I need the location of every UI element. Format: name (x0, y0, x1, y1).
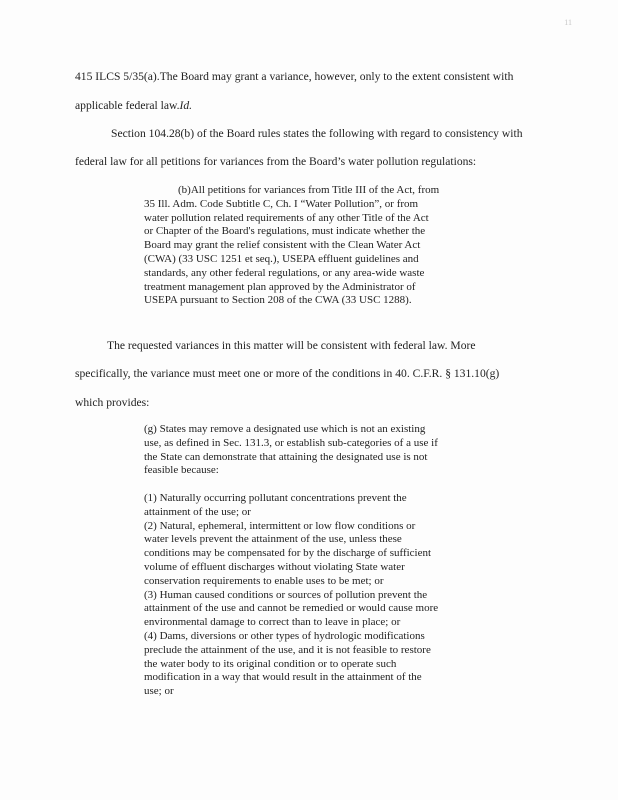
quote2-intro-line: the State can demonstrate that attaining the designated use is not (144, 450, 428, 463)
quote1-line: or Chapter of the Board's regulations, must indicate whether the (144, 225, 426, 238)
quote1-line: treatment management plan approved by the Administrator of (144, 280, 416, 293)
quote1-line: Board may grant the relief consistent with the Clean Water Act (144, 239, 421, 252)
quote2-list-line: modification in a way that would result in the attainment of the (144, 671, 422, 684)
page-corner-mark: 11 (564, 18, 572, 27)
quote-section-104-28b (144, 184, 439, 308)
quote2-intro-line: (g) States may remove a designated use which is not an existing (144, 423, 426, 435)
quote2-list-line: environmental damage to correct than to leave in place; or (144, 616, 401, 629)
para1-line1: 415 ILCS 5/35(a).The Board may grant a variance, however, only to the extent consistent with (75, 70, 514, 83)
quote2-list-line: (4) Dams, diversions or other types of hydrologic modifications (144, 629, 425, 642)
para1-line2 (75, 99, 192, 113)
quote1-line: USEPA pursuant to Section 208 of the CWA (33 USC 1288). (144, 294, 412, 307)
quote1-line: standards, any other federal regulations, or any area-wide waste (144, 266, 425, 279)
quote2-list-line: attainment of the use; or (144, 505, 251, 518)
para1-citation: Id. (179, 99, 193, 112)
quote2-list-line: (2) Natural, ephemeral, intermittent or low flow conditions or (144, 519, 416, 532)
quote2-intro-line: use, as defined in Sec. 131.3, or establish sub-categories of a use if (144, 436, 438, 449)
para2-line2: federal law for all petitions for variances from the Board’s water pollution regulations: (75, 155, 477, 168)
quote2-list-line: preclude the attainment of the use, and it is not feasible to restore (144, 643, 431, 656)
quote2-gap (144, 478, 438, 492)
quote1-line: (CWA) (33 USC 1251 et seq.), USEPA effluent guidelines and (144, 252, 419, 265)
para1-line2-text: applicable federal law. (75, 99, 180, 112)
quote2-list-line: use; or (144, 685, 174, 698)
para2-line1: Section 104.28(b) of the Board rules states the following with regard to consistency with (111, 127, 523, 140)
quote2-list-line: (3) Human caused conditions or sources of pollution prevent the (144, 588, 428, 601)
quote2-intro-line: feasible because: (144, 464, 219, 477)
para3-line3: which provides: (75, 396, 150, 409)
quote2-list-line: conservation requirements to enable uses to be met; or (144, 574, 384, 587)
para3-line2: specifically, the variance must meet one or more of the conditions in 40. C.F.R. § 131.10(g) (75, 367, 500, 380)
quote2-list-line: volume of effluent discharges without violating State water (144, 560, 405, 573)
quote2-list-line: conditions may be compensated for by the discharge of sufficient (144, 547, 432, 560)
quote2-list-line: the water body to its original condition or to operate such (144, 657, 397, 670)
quote2-list-line: water levels prevent the attainment of the use, unless these (144, 533, 402, 546)
quote1-line: (b)All petitions for variances from Title III of the Act, from (178, 184, 440, 196)
quote2-list-line: (1) Naturally occurring pollutant concentrations prevent the (144, 491, 407, 504)
quote1-line: water pollution related requirements of any other Title of the Act (144, 211, 429, 224)
quote1-line: 35 Ill. Adm. Code Subtitle C, Ch. I “Water Pollution”, or from (144, 197, 419, 210)
quote-40-cfr-131-10g (144, 423, 438, 699)
quote2-list-line: attainment of the use and cannot be remedied or would cause more (144, 602, 439, 615)
para3-line1: The requested variances in this matter will be consistent with federal law. More (107, 339, 476, 352)
